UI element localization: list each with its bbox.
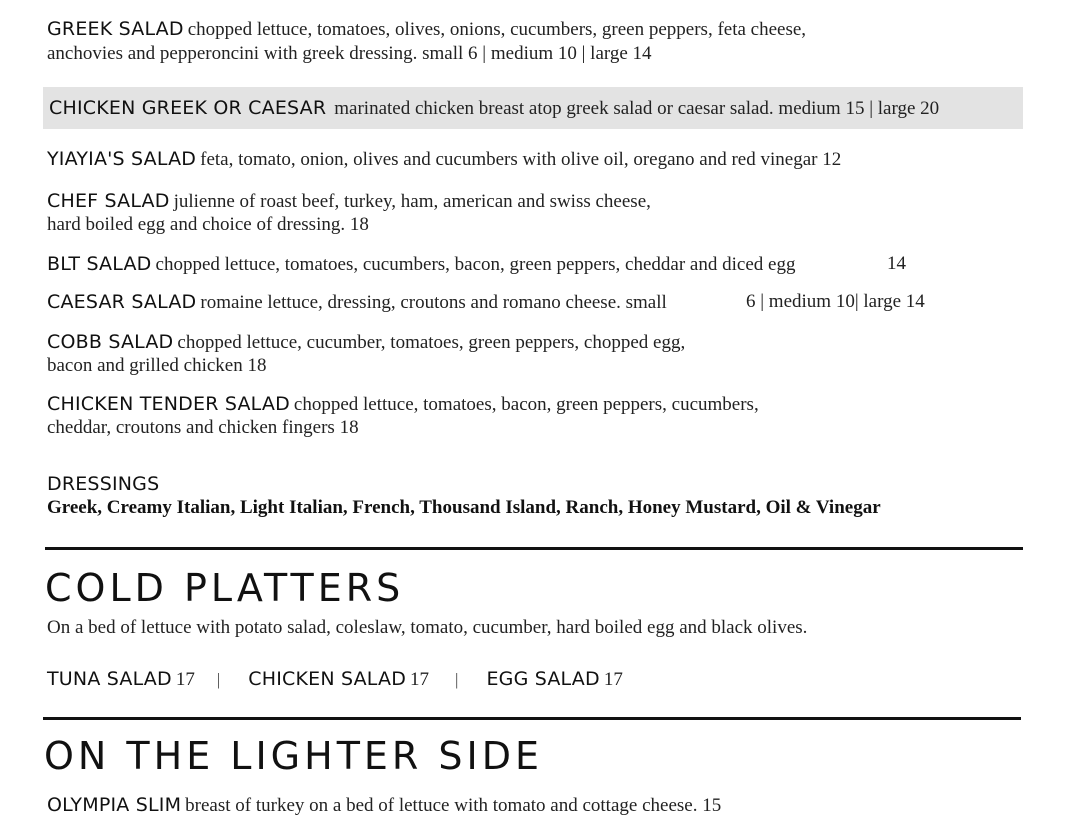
item-name: BLT SALAD [47, 253, 152, 275]
section-title-on-the-lighter-side: ON THE LIGHTER SIDE [44, 734, 543, 778]
section-divider [43, 717, 1021, 720]
item-description: chopped lettuce, tomatoes, cucumbers, bacon, green peppers, cheddar and diced egg [155, 254, 796, 275]
item-name: TUNA SALAD [47, 668, 172, 690]
item-price: 6 | medium 10| large 14 [746, 291, 925, 312]
item-price: 17 [175, 669, 195, 690]
menu-item-chicken-tender-salad [47, 393, 759, 416]
platter-item-egg-salad [486, 668, 623, 690]
item-price: 17 [603, 669, 623, 690]
cold-platters-intro: On a bed of lettuce with potato salad, coleslaw, tomato, cucumber, hard boiled egg and black olives. [47, 617, 808, 638]
menu-item-yiayias-salad [47, 148, 841, 171]
platter-item-chicken-salad [248, 668, 433, 690]
item-name: EGG SALAD [486, 668, 600, 690]
menu-item-chef-salad [47, 190, 651, 213]
menu-item-greek-salad [47, 18, 806, 41]
item-name: CHEF SALAD [47, 190, 170, 212]
menu-item-blt-salad [47, 253, 795, 276]
item-name: OLYMPIA SLIM [47, 794, 182, 816]
item-description-cont: hard boiled egg and choice of dressing. 18 [47, 214, 369, 235]
menu-item-chicken-greek-or-caesar [49, 97, 939, 120]
menu-item-caesar-salad [47, 291, 667, 314]
dressings-heading: DRESSINGS [47, 473, 160, 495]
dressings-list: Greek, Creamy Italian, Light Italian, French, Thousand Island, Ranch, Honey Mustard, Oil & Vinegar [47, 497, 881, 518]
platter-item-tuna-salad [47, 668, 199, 690]
item-name: CHICKEN TENDER SALAD [47, 393, 290, 415]
item-description: chopped lettuce, cucumber, tomatoes, green peppers, chopped egg, [177, 332, 686, 353]
item-description: marinated chicken breast atop greek salad or caesar salad. medium 15 | large 20 [334, 98, 940, 119]
item-description: chopped lettuce, tomatoes, olives, onions, cucumbers, green peppers, feta cheese, [187, 19, 807, 40]
item-price: 14 [887, 253, 906, 274]
section-divider [45, 547, 1023, 550]
item-description: feta, tomato, onion, olives and cucumbers with olive oil, oregano and red vinegar 12 [200, 149, 842, 170]
section-title-cold-platters: COLD PLATTERS [45, 566, 405, 610]
item-description-cont: bacon and grilled chicken 18 [47, 355, 267, 376]
item-name: YIAYIA'S SALAD [47, 148, 197, 170]
item-description: chopped lettuce, tomatoes, bacon, green peppers, cucumbers, [293, 394, 759, 415]
item-description: breast of turkey on a bed of lettuce with tomato and cottage cheese. 15 [185, 795, 722, 816]
item-name: CHICKEN SALAD [248, 668, 407, 690]
menu-item-cobb-salad [47, 331, 685, 354]
item-description: romaine lettuce, dressing, croutons and romano cheese. small [200, 292, 667, 313]
separator: | [216, 670, 221, 689]
item-name: CHICKEN GREEK OR CAESAR [49, 97, 327, 119]
item-name: CAESAR SALAD [47, 291, 197, 313]
item-description: julienne of roast beef, turkey, ham, american and swiss cheese, [173, 191, 651, 212]
item-name: GREEK SALAD [47, 18, 184, 40]
item-description-cont: cheddar, croutons and chicken fingers 18 [47, 417, 359, 438]
item-price: 17 [410, 669, 430, 690]
item-description-cont: anchovies and pepperoncini with greek dressing. small 6 | medium 10 | large 14 [47, 43, 652, 64]
menu-item-olympia-slim [47, 794, 721, 817]
item-name: COBB SALAD [47, 331, 174, 353]
cold-platters-items [47, 668, 623, 691]
separator: | [455, 670, 459, 689]
